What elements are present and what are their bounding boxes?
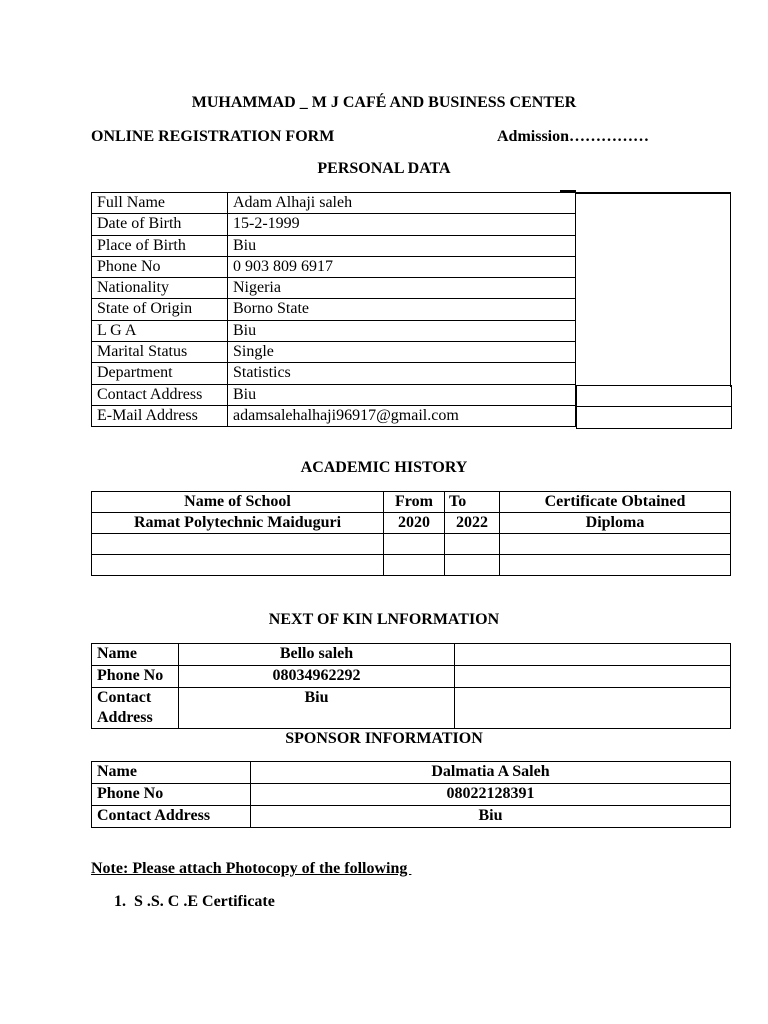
photo-side-cell (577, 407, 732, 428)
field-value: Biu (228, 320, 576, 341)
table-row (92, 299, 576, 320)
field-label: Full Name (92, 193, 228, 214)
kin-value: Biu (179, 688, 455, 729)
empty-cell (455, 644, 731, 666)
table-row (92, 784, 731, 806)
photo-side-cells (576, 385, 732, 429)
field-value: Nigeria (228, 278, 576, 299)
table-row (92, 193, 576, 214)
table-row (92, 762, 731, 784)
kin-value: 08034962292 (179, 666, 455, 688)
list-number: 1. (114, 893, 126, 910)
kin-label: Phone No (92, 666, 179, 688)
empty-cell (92, 555, 384, 576)
sponsor-value: Dalmatia A Saleh (251, 762, 731, 784)
table-row (92, 644, 731, 666)
empty-cell (455, 688, 731, 729)
field-label: Marital Status (92, 342, 228, 363)
personal-data-table (91, 192, 576, 427)
table-header-row (92, 492, 731, 513)
next-of-kin-heading: NEXT OF KIN LNFORMATION (268, 611, 500, 628)
field-label: Place of Birth (92, 235, 228, 256)
field-value: 15-2-1999 (228, 214, 576, 235)
field-value: Biu (228, 235, 576, 256)
certificate-cell: Diploma (500, 513, 731, 534)
field-value: 0 903 809 6917 (228, 256, 576, 277)
col-to: To (445, 492, 500, 513)
table-row (92, 278, 576, 299)
empty-cell (500, 555, 731, 576)
photo-box-top-tab (560, 190, 576, 192)
business-name: MUHAMMAD _ M J CAFÉ AND BUSINESS CENTER (191, 94, 577, 111)
table-row (92, 555, 731, 576)
field-value: Borno State (228, 299, 576, 320)
table-row (92, 320, 576, 341)
passport-photo-box (576, 192, 731, 387)
sponsor-label: Contact Address (92, 806, 251, 828)
empty-cell (500, 534, 731, 555)
empty-cell (384, 534, 445, 555)
empty-cell (455, 666, 731, 688)
table-row (92, 363, 576, 384)
sponsor-table (91, 761, 731, 828)
field-value: Biu (228, 384, 576, 405)
sponsor-value: Biu (251, 806, 731, 828)
table-row (92, 666, 731, 688)
sponsor-label: Name (92, 762, 251, 784)
table-row (92, 405, 576, 426)
field-label: Phone No (92, 256, 228, 277)
kin-label: Contact Address (92, 688, 179, 729)
field-label: Department (92, 363, 228, 384)
col-from: From (384, 492, 445, 513)
attachment-note: Note: Please attach Photocopy of the following (91, 860, 412, 877)
table-row (92, 513, 731, 534)
field-label: L G A (92, 320, 228, 341)
table-row (92, 214, 576, 235)
field-value: Single (228, 342, 576, 363)
field-label: State of Origin (92, 299, 228, 320)
field-value: adamsalehalhaji96917@gmail.com (228, 405, 576, 426)
empty-cell (92, 534, 384, 555)
admission-field: Admission…………… (497, 128, 650, 145)
kin-label: Name (92, 644, 179, 666)
next-of-kin-table (91, 643, 731, 729)
form-title: ONLINE REGISTRATION FORM (91, 128, 335, 145)
field-label: Nationality (92, 278, 228, 299)
table-row (92, 534, 731, 555)
col-name-of-school: Name of School (92, 492, 384, 513)
field-value: Adam Alhaji saleh (228, 193, 576, 214)
photo-side-cell (577, 386, 732, 407)
table-row (92, 806, 731, 828)
list-item-text: S .S. C .E Certificate (134, 893, 275, 910)
field-label: Date of Birth (92, 214, 228, 235)
sponsor-heading: SPONSOR INFORMATION (285, 730, 483, 747)
sponsor-value: 08022128391 (251, 784, 731, 806)
attachment-list-item (114, 893, 275, 911)
field-value: Statistics (228, 363, 576, 384)
field-label: Contact Address (92, 384, 228, 405)
from-cell: 2020 (384, 513, 445, 534)
personal-data-heading: PERSONAL DATA (317, 160, 451, 177)
col-certificate-obtained: Certificate Obtained (500, 492, 731, 513)
field-label: E-Mail Address (92, 405, 228, 426)
academic-history-heading: ACADEMIC HISTORY (300, 459, 468, 476)
table-row (92, 235, 576, 256)
school-cell: Ramat Polytechnic Maiduguri (92, 513, 384, 534)
sponsor-label: Phone No (92, 784, 251, 806)
table-row (92, 688, 731, 729)
table-row (92, 256, 576, 277)
empty-cell (445, 534, 500, 555)
to-cell: 2022 (445, 513, 500, 534)
table-row (92, 342, 576, 363)
kin-value: Bello saleh (179, 644, 455, 666)
empty-cell (384, 555, 445, 576)
table-row (92, 384, 576, 405)
academic-history-table (91, 491, 731, 576)
empty-cell (445, 555, 500, 576)
